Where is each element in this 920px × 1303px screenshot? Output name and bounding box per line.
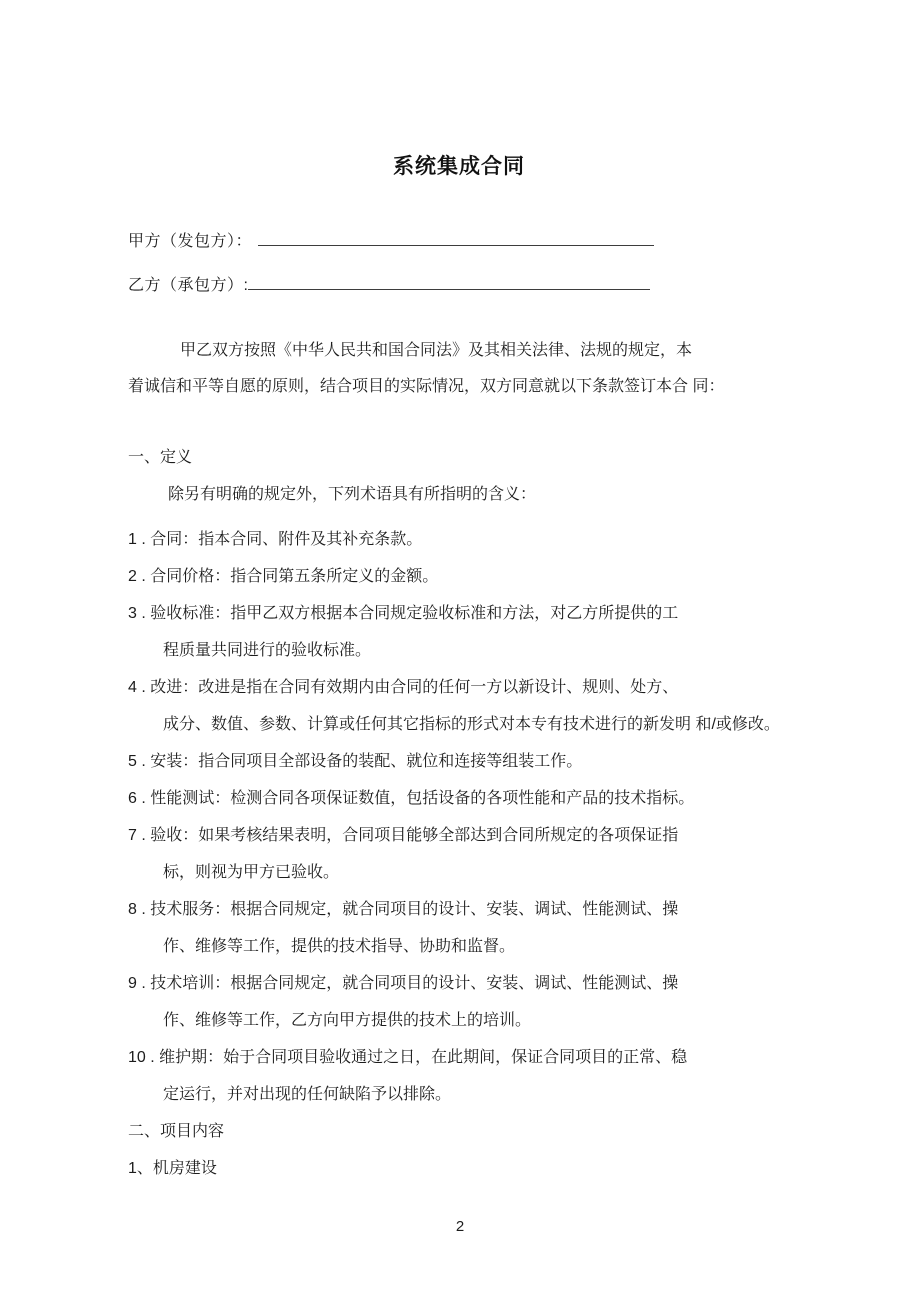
body-line-4: 2 . 合同价格：指合同第五条所定义的金额。 <box>128 568 439 585</box>
body-line-9: 5 . 安装：指合同项目全部设备的装配、就位和连接等组装工作。 <box>128 753 583 770</box>
intro-line-1: 甲乙双方按照《中华人民共和国合同法》及其相关法律、法规的规定，本 <box>180 342 693 359</box>
body-line-11: 7 . 验收：如果考核结果表明，合同项目能够全部达到合同所规定的各项保证指 <box>128 827 679 844</box>
body-line-19: 二、项目内容 <box>128 1123 225 1140</box>
party-a-label: 甲方（发包方）： <box>128 233 253 250</box>
body-line-15: 9 . 技术培训：根据合同规定，就合同项目的设计、安装、调试、性能测试、操 <box>128 975 679 992</box>
body-line-5: 3 . 验收标准：指甲乙双方根据本合同规定验收标准和方法，对乙方所提供的工 <box>128 605 679 622</box>
party-b-row <box>128 273 790 297</box>
body-line-13: 8 . 技术服务：根据合同规定，就合同项目的设计、安装、调试、性能测试、操 <box>128 901 679 918</box>
body-line-7: 4 . 改进：改进是指在合同有效期内由合同的任何一方以新设计、规则、处方、 <box>128 679 679 696</box>
body-line-20: 1、机房建设 <box>128 1160 217 1177</box>
intro-line-2: 着诚信和平等自愿的原则，结合项目的实际情况，双方同意就以下条款签订本合 同： <box>128 378 725 395</box>
body-line-10: 6 . 性能测试：检测合同各项保证数值，包括设备的各项性能和产品的技术指标。 <box>128 790 695 807</box>
body-line-14: 作、维修等工作，提供的技术指导、协助和监督。 <box>163 938 516 955</box>
body-line-6: 程质量共同进行的验收标准。 <box>163 642 372 659</box>
body-line-17: 10 . 维护期：始于合同项目验收通过之日，在此期间，保证合同项目的正常、稳 <box>128 1049 688 1066</box>
body-line-18: 定运行，并对出现的任何缺陷予以排除。 <box>163 1086 452 1103</box>
body-line-8: 成分、数值、参数、计算或任何其它指标的形式对本专有技术进行的新发明 和/或修改。 <box>163 716 780 733</box>
intro-paragraph <box>128 333 790 405</box>
body-line-1: 一、定义 <box>128 449 193 466</box>
document-content <box>0 152 920 1187</box>
party-a-row <box>128 229 790 253</box>
party-b-label: 乙方（承包方）: <box>128 277 249 294</box>
definitions-and-sections <box>128 439 790 1187</box>
page-number: 2 <box>455 1218 465 1235</box>
body-line-3: 1 . 合同：指本合同、附件及其补充条款。 <box>128 531 423 548</box>
parties-block <box>128 229 790 297</box>
body-line-12: 标，则视为甲方已验收。 <box>163 864 340 881</box>
party-b-blank-line <box>248 273 650 290</box>
body-line-16: 作、维修等工作，乙方向甲方提供的技术上的培训。 <box>163 1012 532 1029</box>
document-title: 系统集成合同 <box>393 155 525 178</box>
body-line-2: 除另有明确的规定外，下列术语具有所指明的含义： <box>168 486 537 503</box>
party-a-blank-line <box>258 229 654 246</box>
